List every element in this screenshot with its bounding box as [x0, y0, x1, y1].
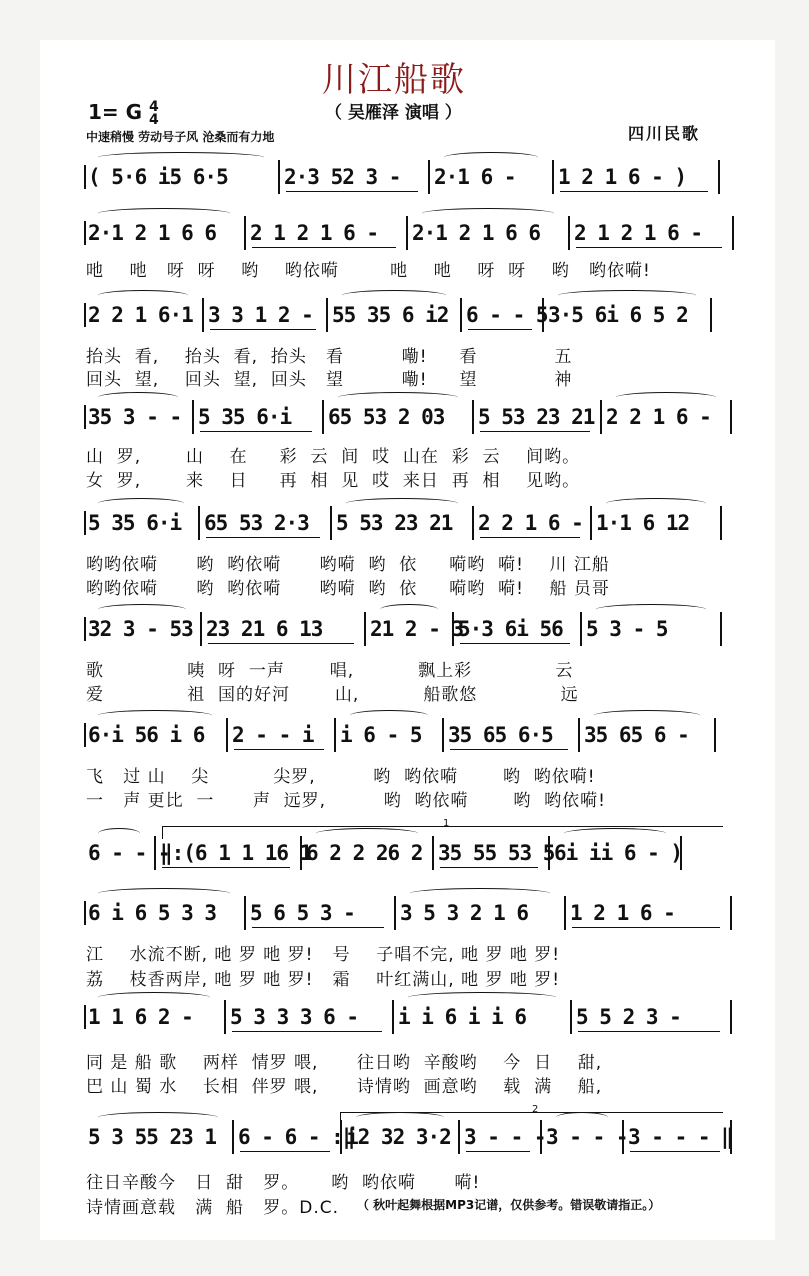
measure [444, 718, 580, 752]
measure [554, 160, 720, 194]
measure-notes: 6 - 6 - :‖ [238, 1125, 355, 1149]
measure-notes: 6·i 56 i 6 [88, 723, 205, 747]
measure [302, 836, 434, 870]
notation-row [84, 836, 734, 870]
measure [84, 160, 280, 194]
measure [474, 506, 592, 540]
measure-notes: 35 3 - - [88, 405, 182, 429]
slur-mark [98, 828, 140, 839]
notation-row [84, 160, 734, 194]
measure [324, 400, 474, 434]
beam-underline [480, 431, 590, 432]
beam-underline [560, 191, 708, 192]
beam-underline [200, 431, 312, 432]
slur-mark [410, 888, 550, 899]
notation-row [84, 298, 734, 332]
time-numerator: 4 [149, 98, 159, 115]
measure [200, 506, 332, 540]
slur-mark [98, 1112, 218, 1123]
measure [454, 612, 582, 646]
measure-notes: 5 6 5 3 - [250, 901, 355, 925]
slur-mark [408, 992, 556, 1003]
slur-mark [616, 392, 716, 403]
volta-bracket-1 [162, 818, 723, 839]
measure [408, 216, 570, 250]
lyric-line: 飞 过 山 尖 尖罗, 哟 哟依嗬 哟 哟依嗬! [86, 767, 596, 787]
measure [336, 718, 444, 752]
measure [84, 506, 200, 540]
measure-notes: 32 3 - 53 [88, 617, 193, 641]
measure-notes: 5 3 55 23 1 [88, 1125, 217, 1149]
measure [328, 298, 462, 332]
measure-notes: 21 2 - 3 [370, 617, 464, 641]
measure [204, 298, 328, 332]
slur-mark [98, 604, 186, 615]
lyric-line: 哟哟依嗬 哟 哟依嗬 哟嗬 哟 依 嗬哟 嗬! 船 员哥 [86, 579, 610, 599]
slur-mark [98, 290, 188, 301]
measure [202, 612, 366, 646]
measure-notes: 3 - - - ‖ [628, 1125, 733, 1149]
measure-notes: 35 65 6 - [584, 723, 689, 747]
beam-underline [208, 643, 354, 644]
beam-underline [162, 867, 290, 868]
beam-underline [572, 927, 720, 928]
lyric-line: 一 声 更比 一 声 远罗, 哟 哟依嗬 哟 哟依嗬! [86, 791, 606, 811]
notation-row [84, 1000, 734, 1034]
beam-underline [576, 247, 722, 248]
measure-notes: 5 53 23 21 [336, 511, 453, 535]
measure-notes: 65 53 2·3 [204, 511, 309, 535]
measure-notes: 6 - - 5 [466, 303, 548, 327]
beam-underline [252, 247, 396, 248]
measure-notes: 3 5 3 2 1 6 [400, 901, 529, 925]
measure [394, 1000, 572, 1034]
measure [246, 216, 408, 250]
slur-mark [98, 498, 184, 509]
lyric-line: 歌 咦 呀 一声 唱, 飘上彩 云 [86, 661, 574, 681]
beam-underline [630, 1151, 720, 1152]
measure [544, 298, 712, 332]
measure [84, 1000, 226, 1034]
measure-notes: 5 5 2 3 - [576, 1005, 681, 1029]
measure-notes: 35 55 53 5 [438, 841, 555, 865]
lyric-line: 诗情画意载 满 船 罗。D.C. [86, 1198, 339, 1218]
lyric-line: 女 罗, 来 日 再 相 见 哎 来日 再 相 见哟。 [86, 471, 581, 491]
measure-notes: 5 3 3 3 6 - [230, 1005, 359, 1029]
measure [84, 1120, 234, 1154]
measure-notes: 2·1 6 - [434, 165, 516, 189]
measure [582, 612, 722, 646]
measure [580, 718, 716, 752]
measure-notes: i2 32 3·2 [346, 1125, 451, 1149]
tempo-marking: 中速稍慢 劳动号子风 沧桑而有力地 [86, 130, 275, 144]
notation-row [84, 400, 734, 434]
measure [228, 718, 336, 752]
measure-notes: 23 21 6 13 [206, 617, 323, 641]
measure-notes: 2 2 1 6 - [606, 405, 711, 429]
volta-bracket-2 [340, 1104, 723, 1125]
volta-number: 2 [532, 1104, 539, 1115]
beam-underline [240, 1151, 330, 1152]
lyric-line: 爱 祖 国的好河 山, 船歌悠 远 [86, 685, 579, 705]
beam-underline [286, 191, 418, 192]
slur-mark [350, 710, 428, 721]
time-denominator: 4 [149, 111, 159, 128]
measure-notes: ( 5·6 i5 6·5 [88, 165, 228, 189]
measure [566, 896, 732, 930]
notation-row [84, 216, 734, 250]
slur-mark [380, 604, 438, 615]
measure [84, 836, 170, 870]
beam-underline [440, 867, 538, 868]
measure-notes: 3 - - - [464, 1125, 546, 1149]
measure [430, 160, 554, 194]
beam-underline [460, 643, 570, 644]
beam-underline [232, 1031, 382, 1032]
measure-notes: 1·1 6 12 [596, 511, 690, 535]
measure [592, 506, 722, 540]
singer-credit: （ 吴雁泽 演唱 ） [325, 103, 462, 123]
measure-notes: 2 - - i [232, 723, 314, 747]
measure-notes: 65 53 2 03 [328, 405, 445, 429]
measure [474, 400, 602, 434]
lyric-line: 荔 枝香两岸, 吔 罗 吔 罗! 霜 叶红满山, 吔 罗 吔 罗! [86, 970, 561, 990]
beam-underline [578, 1031, 720, 1032]
measure [84, 298, 204, 332]
beam-underline [480, 537, 580, 538]
measure [550, 836, 682, 870]
notation-row [84, 1120, 734, 1154]
measure-notes: 6 2 2 26 2 [306, 841, 423, 865]
lyric-line: 巴 山 蜀 水 长相 伴罗 喂, 诗情哟 画意哟 载 满 船, [86, 1077, 603, 1097]
beam-underline [252, 927, 384, 928]
measure-notes: 1 1 6 2 - [88, 1005, 193, 1029]
key-signature [88, 100, 159, 127]
measure-notes: 5 3 - 5 [586, 617, 668, 641]
lyric-line: 抬头 看, 抬头 看, 抬头 看 嘞! 看 五 [86, 347, 573, 367]
measure-notes: 5 35 6·i [88, 511, 182, 535]
slur-mark [98, 710, 212, 721]
slur-mark [606, 498, 706, 509]
transcription-note: （ 秋叶起舞根据MP3记谱，仅供参考。错误敬请指正。） [357, 1198, 661, 1212]
measure-notes: 2 2 1 6·1 [88, 303, 193, 327]
measure-notes: 2 1 2 1 6 - [250, 221, 379, 245]
beam-underline [468, 329, 532, 330]
measure [570, 216, 734, 250]
slur-mark [98, 152, 264, 163]
measure [602, 400, 732, 434]
measure-notes: 1 2 1 6 - ) [558, 165, 687, 189]
measure [624, 1120, 732, 1154]
measure [84, 216, 246, 250]
slur-mark [594, 710, 700, 721]
measure-notes: 6 - - - [88, 841, 170, 865]
measure [542, 1120, 628, 1154]
lyric-line: 江 水流不断, 吔 罗 吔 罗! 号 子唱不完, 吔 罗 吔 罗! [86, 945, 561, 965]
measure [84, 612, 202, 646]
measure-notes: i 6 - 5 [340, 723, 422, 747]
lyric-line: 吔 吔 呀 呀 哟 哟依嗬 吔 吔 呀 呀 哟 哟依嗬! [86, 261, 651, 281]
measure-notes: i i 6 i i 6 [398, 1005, 527, 1029]
lyric-line: 哟哟依嗬 哟 哟依嗬 哟嗬 哟 依 嗬哟 嗬! 川 江船 [86, 555, 610, 575]
measure-notes: 1 2 1 6 - [570, 901, 675, 925]
lyric-line: 往日辛酸今 日 甜 罗。 哟 哟依嗬 嗬! [86, 1173, 481, 1193]
slur-mark [444, 152, 538, 163]
measure-notes: 2·1 2 1 6 6 [88, 221, 217, 245]
slur-mark [98, 888, 230, 899]
slur-mark [596, 604, 706, 615]
measure-notes: 2 1 2 1 6 - [574, 221, 703, 245]
measure-notes: 2·3 52 3 - [284, 165, 401, 189]
key-label: 1= G [88, 100, 143, 124]
measure [572, 1000, 732, 1034]
time-signature [149, 98, 159, 128]
song-title: 川江船歌 [322, 60, 466, 100]
measure [194, 400, 324, 434]
measure [246, 896, 396, 930]
measure-notes: 5 35 6·i [198, 405, 292, 429]
measure-notes: 55 35 6 i2 [332, 303, 449, 327]
measure [84, 400, 194, 434]
measure [342, 1120, 460, 1154]
slur-mark [422, 208, 554, 219]
notation-row [84, 896, 734, 930]
measure [460, 1120, 546, 1154]
measure-notes: 6i ii 6 - ) [554, 841, 683, 865]
beam-underline [210, 329, 316, 330]
measure [332, 506, 474, 540]
slur-mark [98, 992, 210, 1003]
notation-row [84, 612, 734, 646]
measure-notes: 6 i 6 5 3 3 [88, 901, 217, 925]
measure [462, 298, 548, 332]
slur-mark [98, 208, 230, 219]
beam-underline [206, 537, 320, 538]
measure-notes: 3·5 6i 6 5 2 [548, 303, 688, 327]
measure-notes: 5 53 23 21 [478, 405, 595, 429]
lyric-line: 同 是 船 歌 两样 情罗 喂, 往日哟 辛酸哟 今 日 甜, [86, 1053, 603, 1073]
notation-row [84, 506, 734, 540]
measure [234, 1120, 355, 1154]
measure [84, 718, 228, 752]
measure-notes: 2 2 1 6 - [478, 511, 583, 535]
measure [366, 612, 464, 646]
slur-mark [346, 498, 458, 509]
notation-row [84, 718, 734, 752]
beam-underline [466, 1151, 530, 1152]
measure-notes: ‖:(6 1 1 16 1 [160, 841, 312, 865]
slur-mark [98, 392, 178, 403]
measure-notes: 3 - - - [546, 1125, 628, 1149]
lyric-line: 回头 望, 回头 望, 回头 望 嘞! 望 神 [86, 370, 573, 390]
measure [156, 836, 312, 870]
measure-notes: 5·3 6i 56 [458, 617, 563, 641]
measure-notes: 3 3 1 2 - [208, 303, 313, 327]
beam-underline [450, 749, 568, 750]
measure [84, 896, 246, 930]
measure [434, 836, 555, 870]
song-origin: 四川民歌 [628, 124, 701, 143]
volta-number: 1 [443, 818, 450, 829]
measure [280, 160, 430, 194]
slur-mark [558, 290, 696, 301]
measure-notes: 2·1 2 1 6 6 [412, 221, 541, 245]
beam-underline [234, 749, 324, 750]
slur-mark [342, 290, 446, 301]
slur-mark [338, 392, 458, 403]
measure [226, 1000, 394, 1034]
measure [396, 896, 566, 930]
measure-notes: 35 65 6·5 [448, 723, 553, 747]
lyric-line: 山 罗, 山 在 彩 云 间 哎 山在 彩 云 间哟。 [86, 447, 581, 467]
